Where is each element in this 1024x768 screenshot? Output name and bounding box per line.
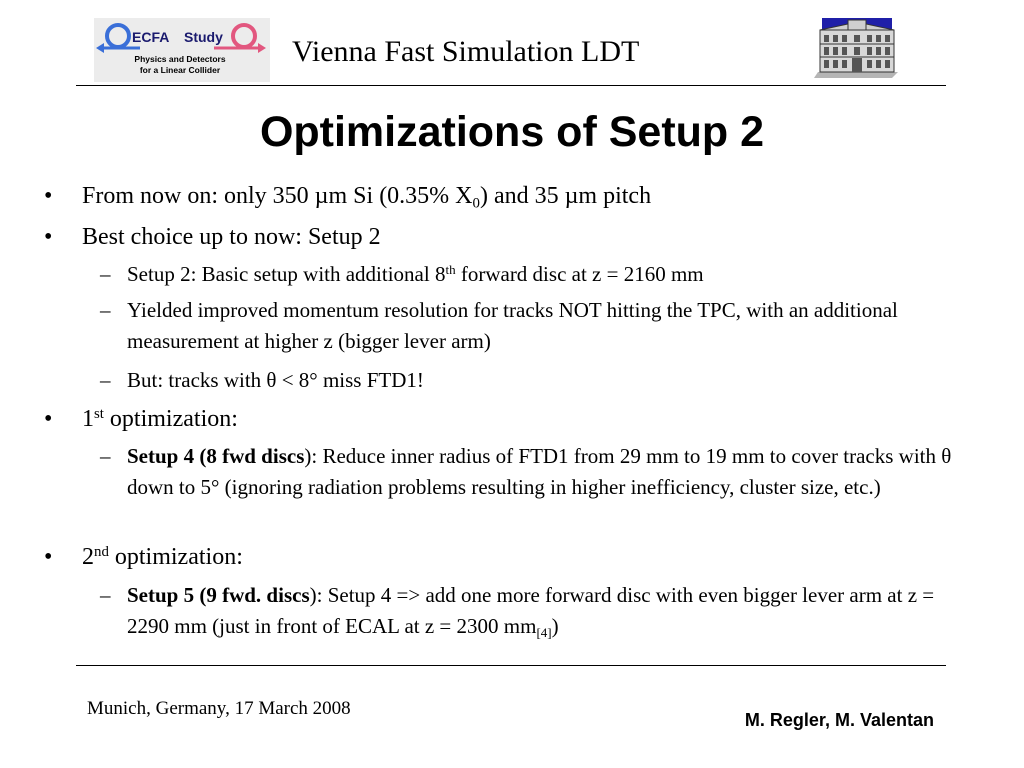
author-1: M. Regler xyxy=(744,710,825,730)
dash-marker: – xyxy=(100,298,111,322)
logo-word-ecfa: ECFA xyxy=(132,29,170,45)
bullet-2: Best choice up to now: Setup 2 xyxy=(82,224,381,250)
header-divider xyxy=(76,85,946,86)
dash-marker: – xyxy=(100,368,111,392)
bullet-2-2: Yielded improved momentum resolution for tracks NOT hitting the TPC, with an additional measurement at higher z (bigger lever arm) xyxy=(127,298,898,353)
footer-divider xyxy=(76,665,946,666)
dash-marker: – xyxy=(100,444,111,468)
bullet-1: From now on: only 350 µm Si (0.35% $X_0$) and 35 µm pitch xyxy=(82,183,652,212)
bullet-marker: • xyxy=(44,406,53,432)
footer-authors xyxy=(745,708,934,732)
dash-marker: – xyxy=(100,583,111,607)
bullet-marker: • xyxy=(44,183,53,209)
bullet-marker: • xyxy=(44,224,53,250)
footer-date: Munich, Germany, 17 March 2008 xyxy=(87,698,351,719)
bullet-2-3: But: tracks with θ < 8° miss FTD1! xyxy=(127,368,424,392)
bullet-2-1: Setup 2: Basic setup with additional 8th forward disc at z = 2160 mm xyxy=(127,261,704,286)
bullet-3-1: Setup 4 (8 fwd discs): Reduce inner radius of FTD1 from 29 mm to 19 mm to cover tracks with θ down to 5° (ignoring radiation problems resulting in higher inefficiency, cluster size, etc.) xyxy=(127,444,952,499)
bullet-4-1: Setup 5 (9 fwd. discs): Setup 4 => add one more forward disc with even bigger lever arm at z = 2290 mm (just in front of ECAL at z = 2300 $mm_{[4]}$) xyxy=(127,583,935,640)
bullet-marker: • xyxy=(44,544,53,570)
building-logo xyxy=(814,16,902,78)
author-separator: , xyxy=(824,710,835,730)
bullet-4: 2nd optimization: xyxy=(82,543,243,570)
presentation-title: Vienna Fast Simulation LDT xyxy=(292,35,640,68)
dash-marker: – xyxy=(100,262,111,286)
logo-tagline-2: for a Linear Collider xyxy=(139,65,221,75)
author-2: M. Valentan xyxy=(834,710,934,730)
logo-word-study: Study xyxy=(184,29,223,45)
bullet-3: 1st optimization: xyxy=(82,405,238,432)
slide-title: Optimizations of Setup 2 xyxy=(259,108,765,156)
logo-tagline-1: Physics and Detectors xyxy=(134,54,226,64)
ecfa-study-logo xyxy=(94,18,270,82)
